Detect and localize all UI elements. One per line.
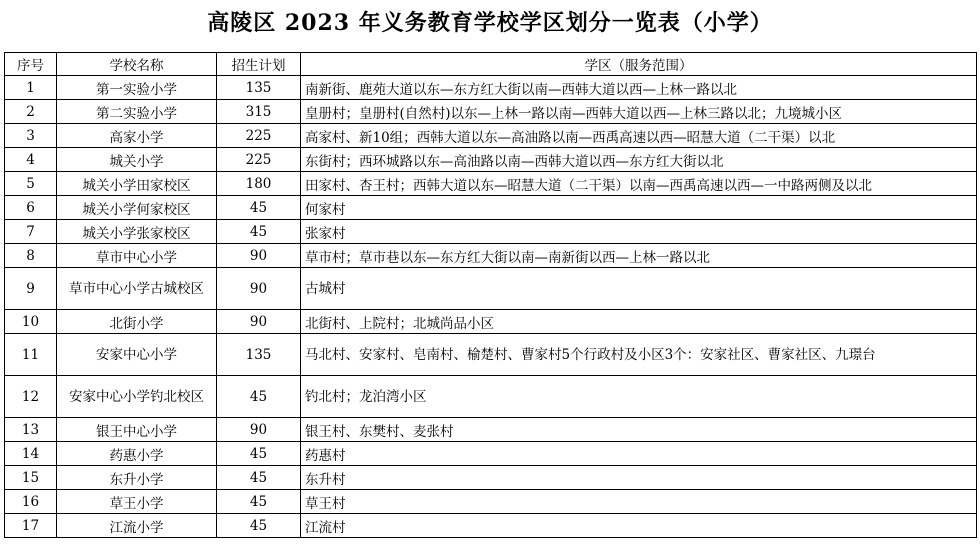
enrollment-plan: 180 bbox=[217, 172, 301, 196]
row-number: 17 bbox=[5, 514, 57, 538]
row-number: 5 bbox=[5, 172, 57, 196]
row-number: 9 bbox=[5, 268, 57, 310]
service-zone: 马北村、安家村、皂南村、榆楚村、曹家村5个行政村及小区3个：安家社区、曹家社区、九璟台 bbox=[301, 334, 977, 376]
enrollment-plan: 315 bbox=[217, 100, 301, 124]
service-zone: 钓北村；龙泊湾小区 bbox=[301, 376, 977, 418]
table-row bbox=[5, 490, 977, 514]
school-name: 北街小学 bbox=[57, 310, 217, 334]
service-zone: 草市村；草市巷以东—东方红大街以南—南新街以西—上林一路以北 bbox=[301, 244, 977, 268]
row-number: 14 bbox=[5, 442, 57, 466]
school-name: 第二实验小学 bbox=[57, 100, 217, 124]
service-zone: 草王村 bbox=[301, 490, 977, 514]
service-zone: 田家村、杏王村；西韩大道以东—昭慧大道（二干渠）以南—西禹高速以西—一中路两侧及以北 bbox=[301, 172, 977, 196]
enrollment-plan: 135 bbox=[217, 76, 301, 100]
enrollment-plan: 45 bbox=[217, 514, 301, 538]
row-number: 15 bbox=[5, 466, 57, 490]
service-zone: 高家村、新10组；西韩大道以东—高油路以南—西禹高速以西—昭慧大道（二干渠）以北 bbox=[301, 124, 977, 148]
service-zone: 皇册村；皇册村(自然村)以东—上林一路以南—西韩大道以西—上林三路以北；九境城小区 bbox=[301, 100, 977, 124]
school-name: 安家中心小学钓北校区 bbox=[57, 376, 217, 418]
table-row bbox=[5, 100, 977, 124]
enrollment-plan: 45 bbox=[217, 490, 301, 514]
school-name: 东升小学 bbox=[57, 466, 217, 490]
row-number: 12 bbox=[5, 376, 57, 418]
table-row bbox=[5, 334, 977, 376]
row-number: 4 bbox=[5, 148, 57, 172]
service-zone: 东升村 bbox=[301, 466, 977, 490]
enrollment-plan: 90 bbox=[217, 418, 301, 442]
school-name: 银王中心小学 bbox=[57, 418, 217, 442]
table-row bbox=[5, 196, 977, 220]
row-number: 10 bbox=[5, 310, 57, 334]
enrollment-plan: 90 bbox=[217, 310, 301, 334]
row-number: 1 bbox=[5, 76, 57, 100]
table-row bbox=[5, 148, 977, 172]
table-header-row bbox=[5, 53, 977, 76]
service-zone: 何家村 bbox=[301, 196, 977, 220]
row-number: 16 bbox=[5, 490, 57, 514]
row-number: 13 bbox=[5, 418, 57, 442]
school-name: 安家中心小学 bbox=[57, 334, 217, 376]
table-row bbox=[5, 418, 977, 442]
table-row bbox=[5, 442, 977, 466]
service-zone: 江流村 bbox=[301, 514, 977, 538]
enrollment-plan: 45 bbox=[217, 196, 301, 220]
row-number: 6 bbox=[5, 196, 57, 220]
enrollment-plan: 225 bbox=[217, 148, 301, 172]
school-name: 草市中心小学古城校区 bbox=[57, 268, 217, 310]
table-row bbox=[5, 268, 977, 310]
enrollment-plan: 90 bbox=[217, 244, 301, 268]
enrollment-plan: 225 bbox=[217, 124, 301, 148]
row-number: 7 bbox=[5, 220, 57, 244]
school-name: 第一实验小学 bbox=[57, 76, 217, 100]
table-row bbox=[5, 220, 977, 244]
row-number: 11 bbox=[5, 334, 57, 376]
row-number: 3 bbox=[5, 124, 57, 148]
row-number: 8 bbox=[5, 244, 57, 268]
service-zone: 药惠村 bbox=[301, 442, 977, 466]
enrollment-plan: 45 bbox=[217, 376, 301, 418]
header-school: 学校名称 bbox=[57, 53, 217, 76]
school-name: 草王小学 bbox=[57, 490, 217, 514]
school-name: 药惠小学 bbox=[57, 442, 217, 466]
service-zone: 银王村、东樊村、麦张村 bbox=[301, 418, 977, 442]
header-plan: 招生计划 bbox=[217, 53, 301, 76]
enrollment-plan: 45 bbox=[217, 220, 301, 244]
table-row bbox=[5, 172, 977, 196]
school-district-table bbox=[4, 52, 977, 538]
enrollment-plan: 45 bbox=[217, 466, 301, 490]
service-zone: 东街村；西环城路以东—高油路以南—西韩大道以西—东方红大街以北 bbox=[301, 148, 977, 172]
school-name: 城关小学张家校区 bbox=[57, 220, 217, 244]
school-name: 草市中心小学 bbox=[57, 244, 217, 268]
school-name: 江流小学 bbox=[57, 514, 217, 538]
table-row bbox=[5, 244, 977, 268]
header-zone: 学区（服务范围） bbox=[301, 53, 977, 76]
row-number: 2 bbox=[5, 100, 57, 124]
service-zone: 南新街、鹿苑大道以东—东方红大街以南—西韩大道以西—上林一路以北 bbox=[301, 76, 977, 100]
school-name: 高家小学 bbox=[57, 124, 217, 148]
header-no: 序号 bbox=[5, 53, 57, 76]
service-zone: 古城村 bbox=[301, 268, 977, 310]
service-zone: 张家村 bbox=[301, 220, 977, 244]
service-zone: 北街村、上院村；北城尚品小区 bbox=[301, 310, 977, 334]
school-name: 城关小学田家校区 bbox=[57, 172, 217, 196]
table-row bbox=[5, 466, 977, 490]
table-row bbox=[5, 376, 977, 418]
enrollment-plan: 135 bbox=[217, 334, 301, 376]
enrollment-plan: 45 bbox=[217, 442, 301, 466]
table-row bbox=[5, 514, 977, 538]
school-name: 城关小学何家校区 bbox=[57, 196, 217, 220]
school-name: 城关小学 bbox=[57, 148, 217, 172]
table-row bbox=[5, 76, 977, 100]
table-row bbox=[5, 124, 977, 148]
table-row bbox=[5, 310, 977, 334]
page-title: 高陵区 2023 年义务教育学校学区划分一览表（小学） bbox=[207, 10, 773, 36]
enrollment-plan: 90 bbox=[217, 268, 301, 310]
